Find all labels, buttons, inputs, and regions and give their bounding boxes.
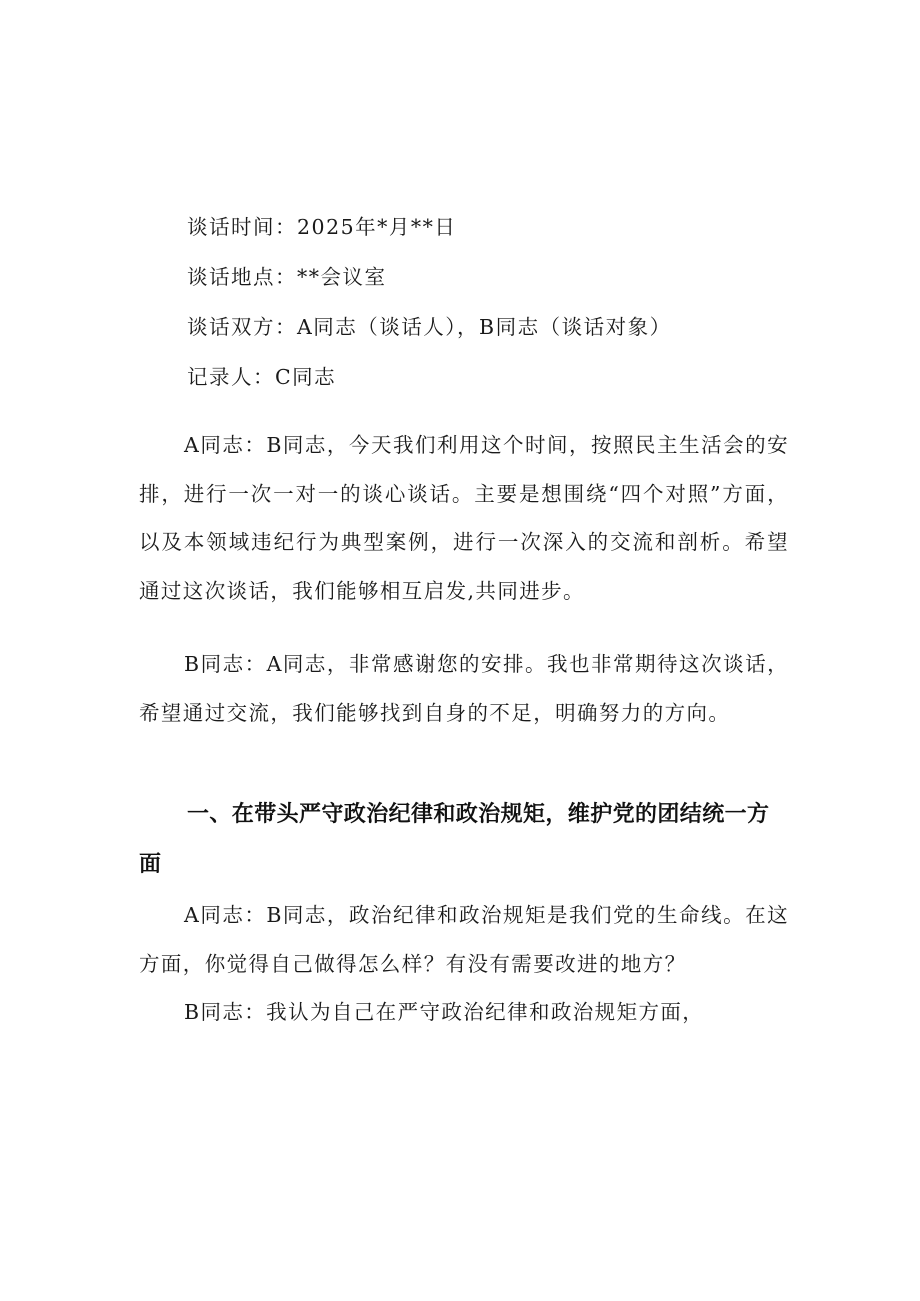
meeting-time: 谈话时间：2025年*月**日 [187,215,457,239]
meeting-info [187,210,672,410]
dialogue-paragraph-b-answer: B同志：我认为自己在严守政治纪律和政治规矩方面， [184,1000,705,1024]
dialogue-paragraph-a-opening: A同志：B同志，今天我们利用这个时间，按照民主生活会的安排，进行一次一对一的谈心谈话。主要是想围绕“四个对照”方面，以及本领域违纪行为典型案例，进行一次深入的交流和剖析。希望通过这次谈话，我们能够相互启发,共同进步。 [139,433,789,603]
dialogue-paragraph-b-reply: B同志：A同志，非常感谢您的安排。我也非常期待这次谈话，希望通过交流，我们能够找到自身的不足，明确努力的方向。 [139,652,789,725]
meeting-recorder: 记录人：C同志 [187,365,337,389]
section-heading-1: 一、在带头严守政治纪律和政治规矩，维护党的团结统一方面 [139,802,770,877]
meeting-parties: 谈话双方：A同志（谈话人），B同志（谈话对象） [187,315,672,339]
meeting-place: 谈话地点：**会议室 [187,265,387,289]
dialogue-paragraph-a-question: A同志：B同志，政治纪律和政治规矩是我们党的生命线。在这方面，你觉得自己做得怎么样？有没有需要改进的地方？ [139,903,789,976]
